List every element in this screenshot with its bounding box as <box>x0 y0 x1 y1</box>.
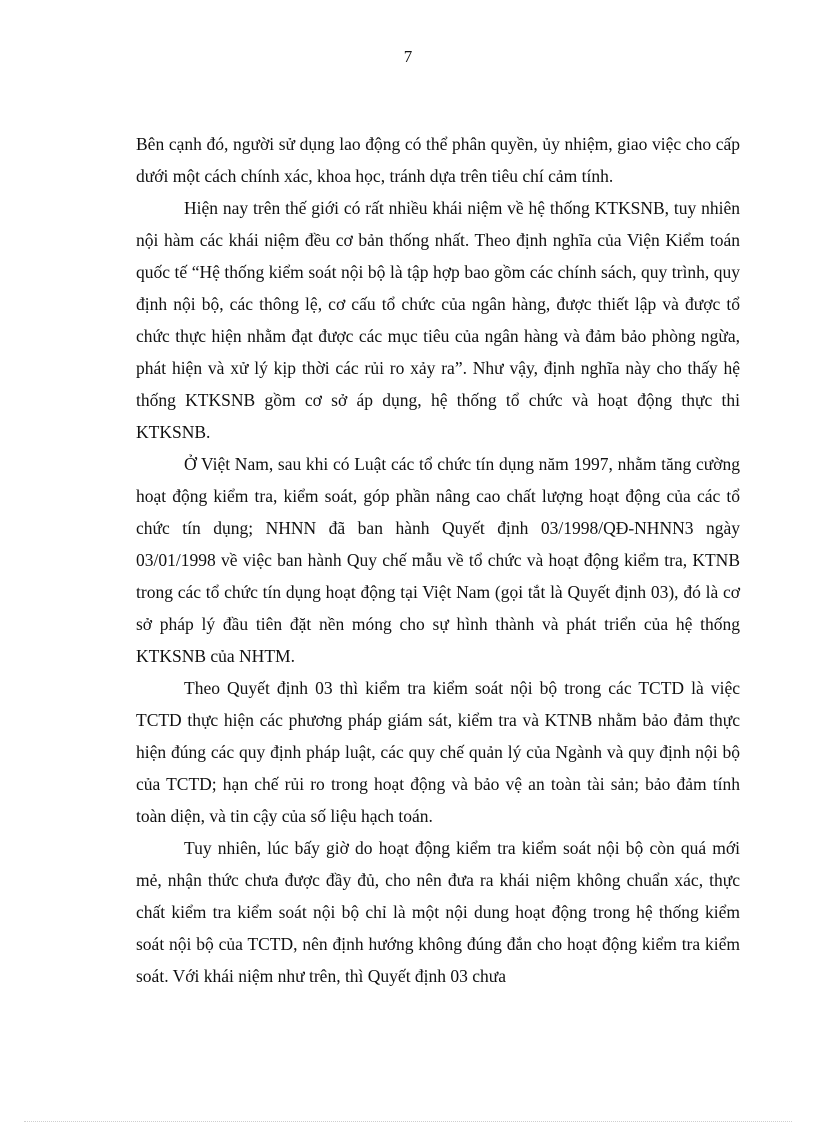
document-body <box>136 128 740 992</box>
paragraph: Bên cạnh đó, người sử dụng lao động có thể phân quyền, ủy nhiệm, giao việc cho cấp dưới một cách chính xác, khoa học, tránh dựa trên tiêu chí cảm tính. <box>136 134 740 186</box>
paragraph: Hiện nay trên thế giới có rất nhiều khái niệm về hệ thống KTKSNB, tuy nhiên nội hàm các khái niệm đều cơ bản thống nhất. Theo định nghĩa của Viện Kiểm toán quốc tế “Hệ thống kiểm soát nội bộ là tập hợp bao gồm các chính sách, quy trình, quy định nội bộ, các thông lệ, cơ cấu tổ chức của ngân hàng, được thiết lập và được tổ chức thực hiện nhằm đạt được các mục tiêu của ngân hàng và đảm bảo phòng ngừa, phát hiện và xử lý kịp thời các rủi ro xảy ra”. Như vậy, định nghĩa này cho thấy hệ thống KTKSNB gồm cơ sở áp dụng, hệ thống tổ chức và hoạt động thực thi KTKSNB. <box>136 198 740 442</box>
paragraph: Theo Quyết định 03 thì kiểm tra kiểm soát nội bộ trong các TCTD là việc TCTD thực hiện các phương pháp giám sát, kiểm tra và KTNB nhằm bảo đảm thực hiện đúng các quy định pháp luật, các quy chế quản lý của Ngành và quy định nội bộ của TCTD; hạn chế rủi ro trong hoạt động và bảo vệ an toàn tài sản; bảo đảm tính toàn diện, và tin cậy của số liệu hạch toán. <box>136 678 740 826</box>
paragraph: Ở Việt Nam, sau khi có Luật các tổ chức tín dụng năm 1997, nhằm tăng cường hoạt động kiểm tra, kiểm soát, góp phần nâng cao chất lượng hoạt động của các tổ chức tín dụng; NHNN đã ban hành Quyết định 03/1998/QĐ-NHNN3 ngày 03/01/1998 về việc ban hành Quy chế mẫu về tổ chức và hoạt động kiểm tra, KTNB trong các tổ chức tín dụng hoạt động tại Việt Nam (gọi tắt là Quyết định 03), đó là cơ sở pháp lý đầu tiên đặt nền móng cho sự hình thành và phát triển của hệ thống KTKSNB của NHTM. <box>136 454 740 666</box>
page-number: 7 <box>403 47 413 66</box>
page-bottom-divider <box>24 1121 792 1122</box>
paragraph: Tuy nhiên, lúc bấy giờ do hoạt động kiểm tra kiểm soát nội bộ còn quá mới mẻ, nhận thức chưa được đầy đủ, cho nên đưa ra khái niệm không chuẩn xác, thực chất kiểm tra kiểm soát nội bộ chỉ là một nội dung hoạt động trong hệ thống kiểm soát nội bộ của TCTD, nên định hướng không đúng đắn cho hoạt động kiểm tra kiểm soát. Với khái niệm như trên, thì Quyết định 03 chưa <box>136 838 740 986</box>
